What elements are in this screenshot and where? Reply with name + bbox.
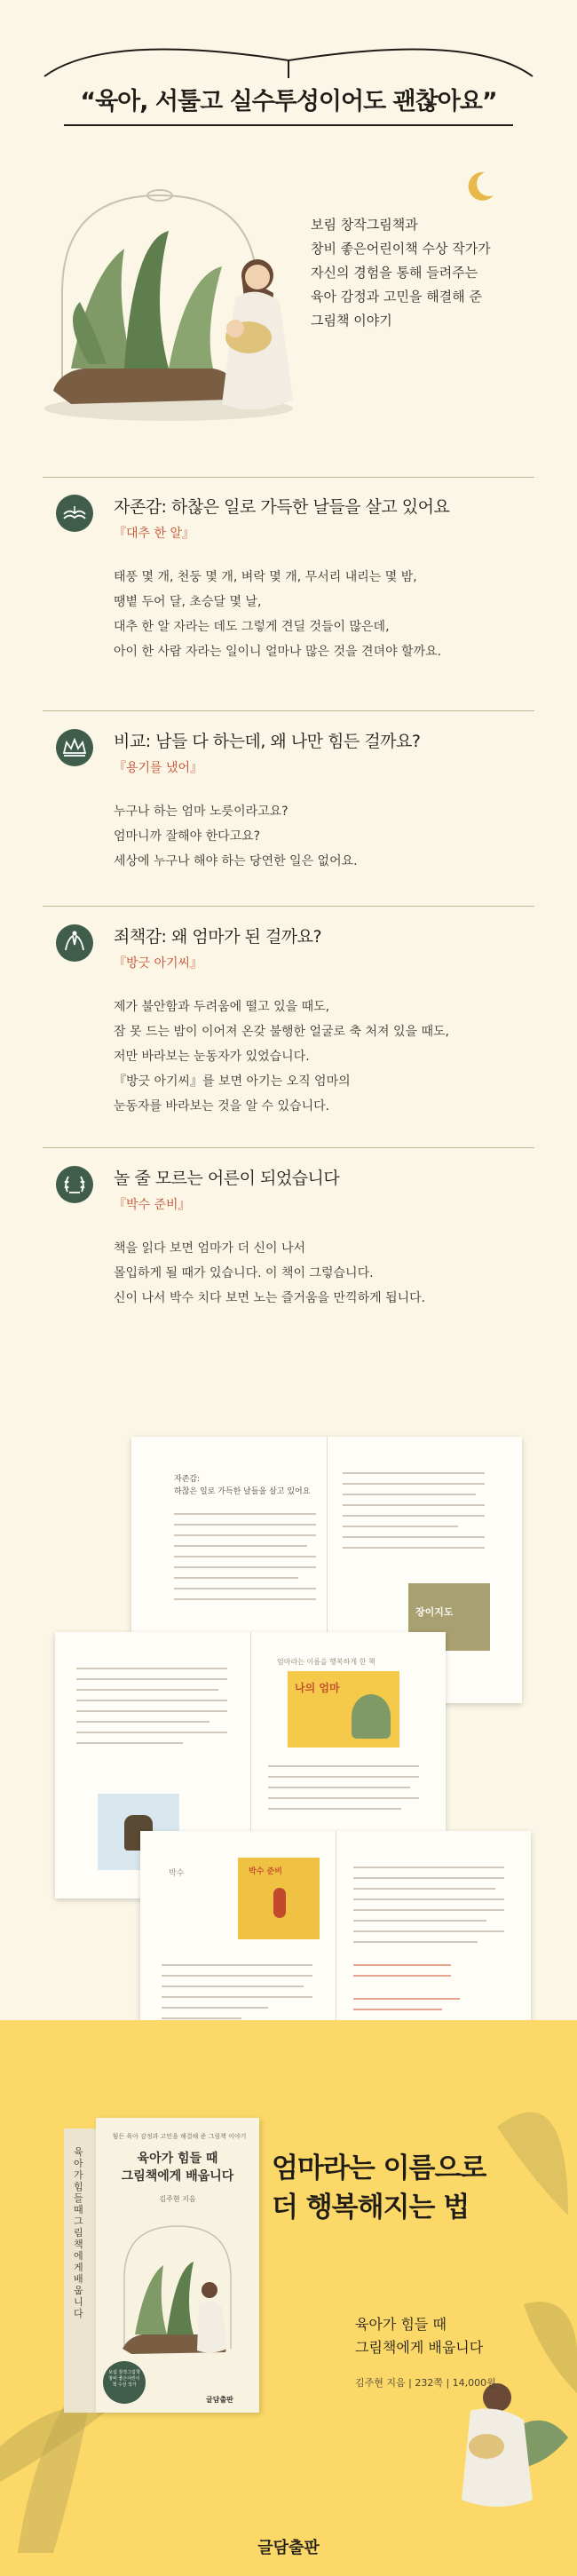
section-book-title: 『용기를 냈어』 [114, 761, 203, 775]
book-publisher-logo: 글담출판 [206, 2396, 233, 2404]
spread-small-label: 박수 [169, 1869, 185, 1878]
book-cover-title: 박수 준비 [249, 1867, 282, 1876]
text-line [162, 2007, 268, 2009]
terrarium-mother-illustration [114, 2215, 241, 2366]
body-line: 아이 한 사람 자라는 일이니 얼마나 많은 것을 견뎌야 할까요. [114, 645, 442, 659]
open-book-outline-icon [43, 25, 534, 78]
text-line [162, 1986, 304, 1987]
section-body [114, 565, 557, 664]
text-line [343, 1472, 485, 1474]
bottom-banner [0, 2020, 577, 2576]
text-line [76, 1700, 227, 1701]
divider [43, 1147, 534, 1148]
section-body [114, 799, 557, 874]
banner-title [272, 2149, 486, 2227]
text-line [162, 1996, 312, 1998]
section-title: 놀 줄 모르는 어른이 되었습니다 [114, 1169, 340, 1188]
body-line: 대추 한 알 자라는 데도 그렇게 견딜 것들이 많은데, [114, 620, 390, 634]
book-tagline: 힘든 육아 감정과 고민을 해결해 준 그림책 이야기 [112, 2133, 247, 2140]
text-line [343, 1547, 485, 1549]
text-line [76, 1710, 227, 1712]
headline: “육아, 서툴고 실수투성이어도 괜찮아요” [80, 88, 497, 115]
text-line [174, 1534, 316, 1536]
section-title: 비교: 남들 다 하는데, 왜 나만 힘든 걸까요? [114, 732, 421, 751]
spread-subheading: 하찮은 일로 가득한 날들을 살고 있어요 [174, 1487, 311, 1496]
book-cover-title: 나의 엄마 [295, 1682, 340, 1694]
text-line [353, 1909, 504, 1911]
banner-title-line: 더 행복해지는 법 [272, 2192, 470, 2223]
text-line [268, 1797, 419, 1799]
banner-subtitle-line: 그림책에게 배웁니다 [355, 2339, 484, 2356]
intro-line: 그림책 이야기 [311, 313, 392, 329]
award-badge-text: 보림 창작그림책 창비 좋은어린이책 수상 작가 [108, 2370, 140, 2388]
book-title [105, 2150, 250, 2185]
crown-icon [55, 728, 94, 767]
banner-subtitle-line: 육아가 힘들 때 [355, 2316, 447, 2333]
intro-line: 보림 창작그림책과 [311, 217, 418, 233]
text-line [353, 1930, 504, 1932]
intro-text [311, 213, 568, 333]
award-badge [103, 2361, 146, 2404]
text-line [76, 1689, 218, 1691]
book-cover-image [288, 1671, 399, 1748]
body-line: 신이 나서 박수 치다 보면 노는 즐거움을 만끽하게 됩니다. [114, 1291, 426, 1305]
body-line: 몰입하게 될 때가 있습니다. 이 책이 그렇습니다. [114, 1266, 374, 1280]
book-title-line: 그림책에게 배웁니다 [121, 2169, 234, 2184]
text-line [353, 1867, 504, 1868]
body-line: 누구나 하는 엄마 노릇이라고요? [114, 805, 288, 819]
highlight-line [353, 1998, 460, 2000]
laurel-icon [55, 1165, 94, 1204]
book-title-line: 육아가 힘들 때 [137, 2152, 218, 2166]
hands-icon [55, 923, 94, 963]
banner-subtitle [355, 2313, 483, 2359]
divider [43, 710, 534, 711]
intro-line: 창비 좋은어린이책 수상 작가가 [311, 241, 491, 257]
body-line: 세상에 누구나 해야 하는 당연한 일은 없어요. [114, 854, 358, 868]
highlight-line [353, 1964, 451, 1966]
text-line [76, 1721, 209, 1723]
body-line: 눈동자를 바라보는 것을 알 수 있습니다. [114, 1099, 330, 1114]
moon-icon [462, 169, 497, 204]
divider [43, 906, 534, 907]
text-line [174, 1577, 298, 1579]
book-spine-text: 육아가 힘들 때 그림책에게 배웁니다 [74, 2146, 83, 2319]
spread-heading: 자존감: [174, 1475, 201, 1484]
body-line: 책을 읽다 보면 엄마가 더 신이 나서 [114, 1241, 306, 1256]
text-line [174, 1566, 316, 1568]
text-line [353, 1877, 504, 1879]
body-line: 제가 불안함과 두려움에 떨고 있을 때도, [114, 1000, 330, 1014]
text-line [353, 1920, 486, 1922]
intro-line: 육아 감정과 고민을 해결해 준 [311, 289, 482, 305]
book-meta: 김주현 지음 | 232쪽 | 14,000원 [355, 2377, 496, 2389]
text-line [162, 2017, 241, 2019]
body-line: 『방긋 아기씨』를 보면 아기는 오직 엄마의 [114, 1074, 351, 1089]
section-body [114, 995, 557, 1119]
tree-figure [352, 1694, 391, 1739]
text-line [268, 1808, 401, 1810]
text-line [343, 1536, 485, 1538]
headline-underline [64, 124, 513, 126]
book-cover-title: 장이지도 [415, 1606, 454, 1618]
text-line [174, 1545, 307, 1547]
intro-line: 자신의 경험을 통해 들려주는 [311, 265, 478, 281]
book-spine [64, 2128, 96, 2413]
body-line: 잠 못 드는 밤이 이어져 온갖 불행한 얼굴로 축 처져 있을 때도, [114, 1025, 449, 1039]
highlight-line [353, 2009, 442, 2010]
text-line [162, 1964, 312, 1966]
section-book-title: 『방긋 아기씨』 [114, 956, 203, 971]
highlight-line [353, 1975, 451, 1977]
text-line [343, 1515, 485, 1517]
text-line [268, 1776, 419, 1778]
text-line [174, 1598, 316, 1600]
body-line: 땡볕 두어 달, 초승달 몇 날, [114, 595, 262, 609]
text-line [353, 1888, 495, 1890]
text-line [162, 1975, 312, 1977]
text-line [343, 1483, 485, 1485]
terrarium-mother-illustration [36, 169, 320, 453]
book-cover-image [238, 1858, 320, 1939]
spread-caption: 엄마라는 이름을 행복하게 한 책 [277, 1658, 375, 1666]
text-line [174, 1513, 316, 1515]
text-line [268, 1787, 410, 1788]
text-line [76, 1678, 227, 1680]
text-line [174, 1524, 316, 1526]
child-figure [273, 1888, 286, 1918]
text-line [268, 1765, 419, 1767]
book-front [96, 2118, 259, 2413]
publisher-logo: 글담출판 [257, 2539, 320, 2557]
section-title: 자존감: 하찮은 일로 가득한 날들을 살고 있어요 [114, 497, 450, 517]
text-line [343, 1526, 458, 1527]
text-line [343, 1504, 485, 1506]
text-line [174, 1556, 316, 1557]
text-line [353, 1941, 478, 1943]
body-line: 엄마니까 잘해야 한다고요? [114, 829, 261, 844]
divider [43, 477, 534, 478]
body-line: 태풍 몇 개, 천둥 몇 개, 벼락 몇 개, 무서리 내리는 몇 밤, [114, 570, 417, 584]
text-line [353, 1898, 504, 1900]
text-line [76, 1668, 227, 1669]
banner-title-line: 엄마라는 이름으로 [272, 2152, 486, 2184]
section-body [114, 1236, 557, 1311]
book-author: 김주현 지음 [159, 2195, 196, 2203]
body-line: 저만 바라보는 눈동자가 있었습니다. [114, 1050, 310, 1064]
section-title: 죄책감: 왜 엄마가 된 걸까요? [114, 927, 322, 947]
text-line [76, 1732, 227, 1733]
section-book-title: 『대추 한 알』 [114, 527, 194, 541]
section-book-title: 『박수 준비』 [114, 1198, 191, 1212]
text-line [76, 1742, 183, 1744]
text-line [343, 1494, 476, 1495]
text-line [174, 1588, 316, 1589]
open-book-icon [55, 494, 94, 533]
book-cover-3d [64, 2118, 259, 2420]
